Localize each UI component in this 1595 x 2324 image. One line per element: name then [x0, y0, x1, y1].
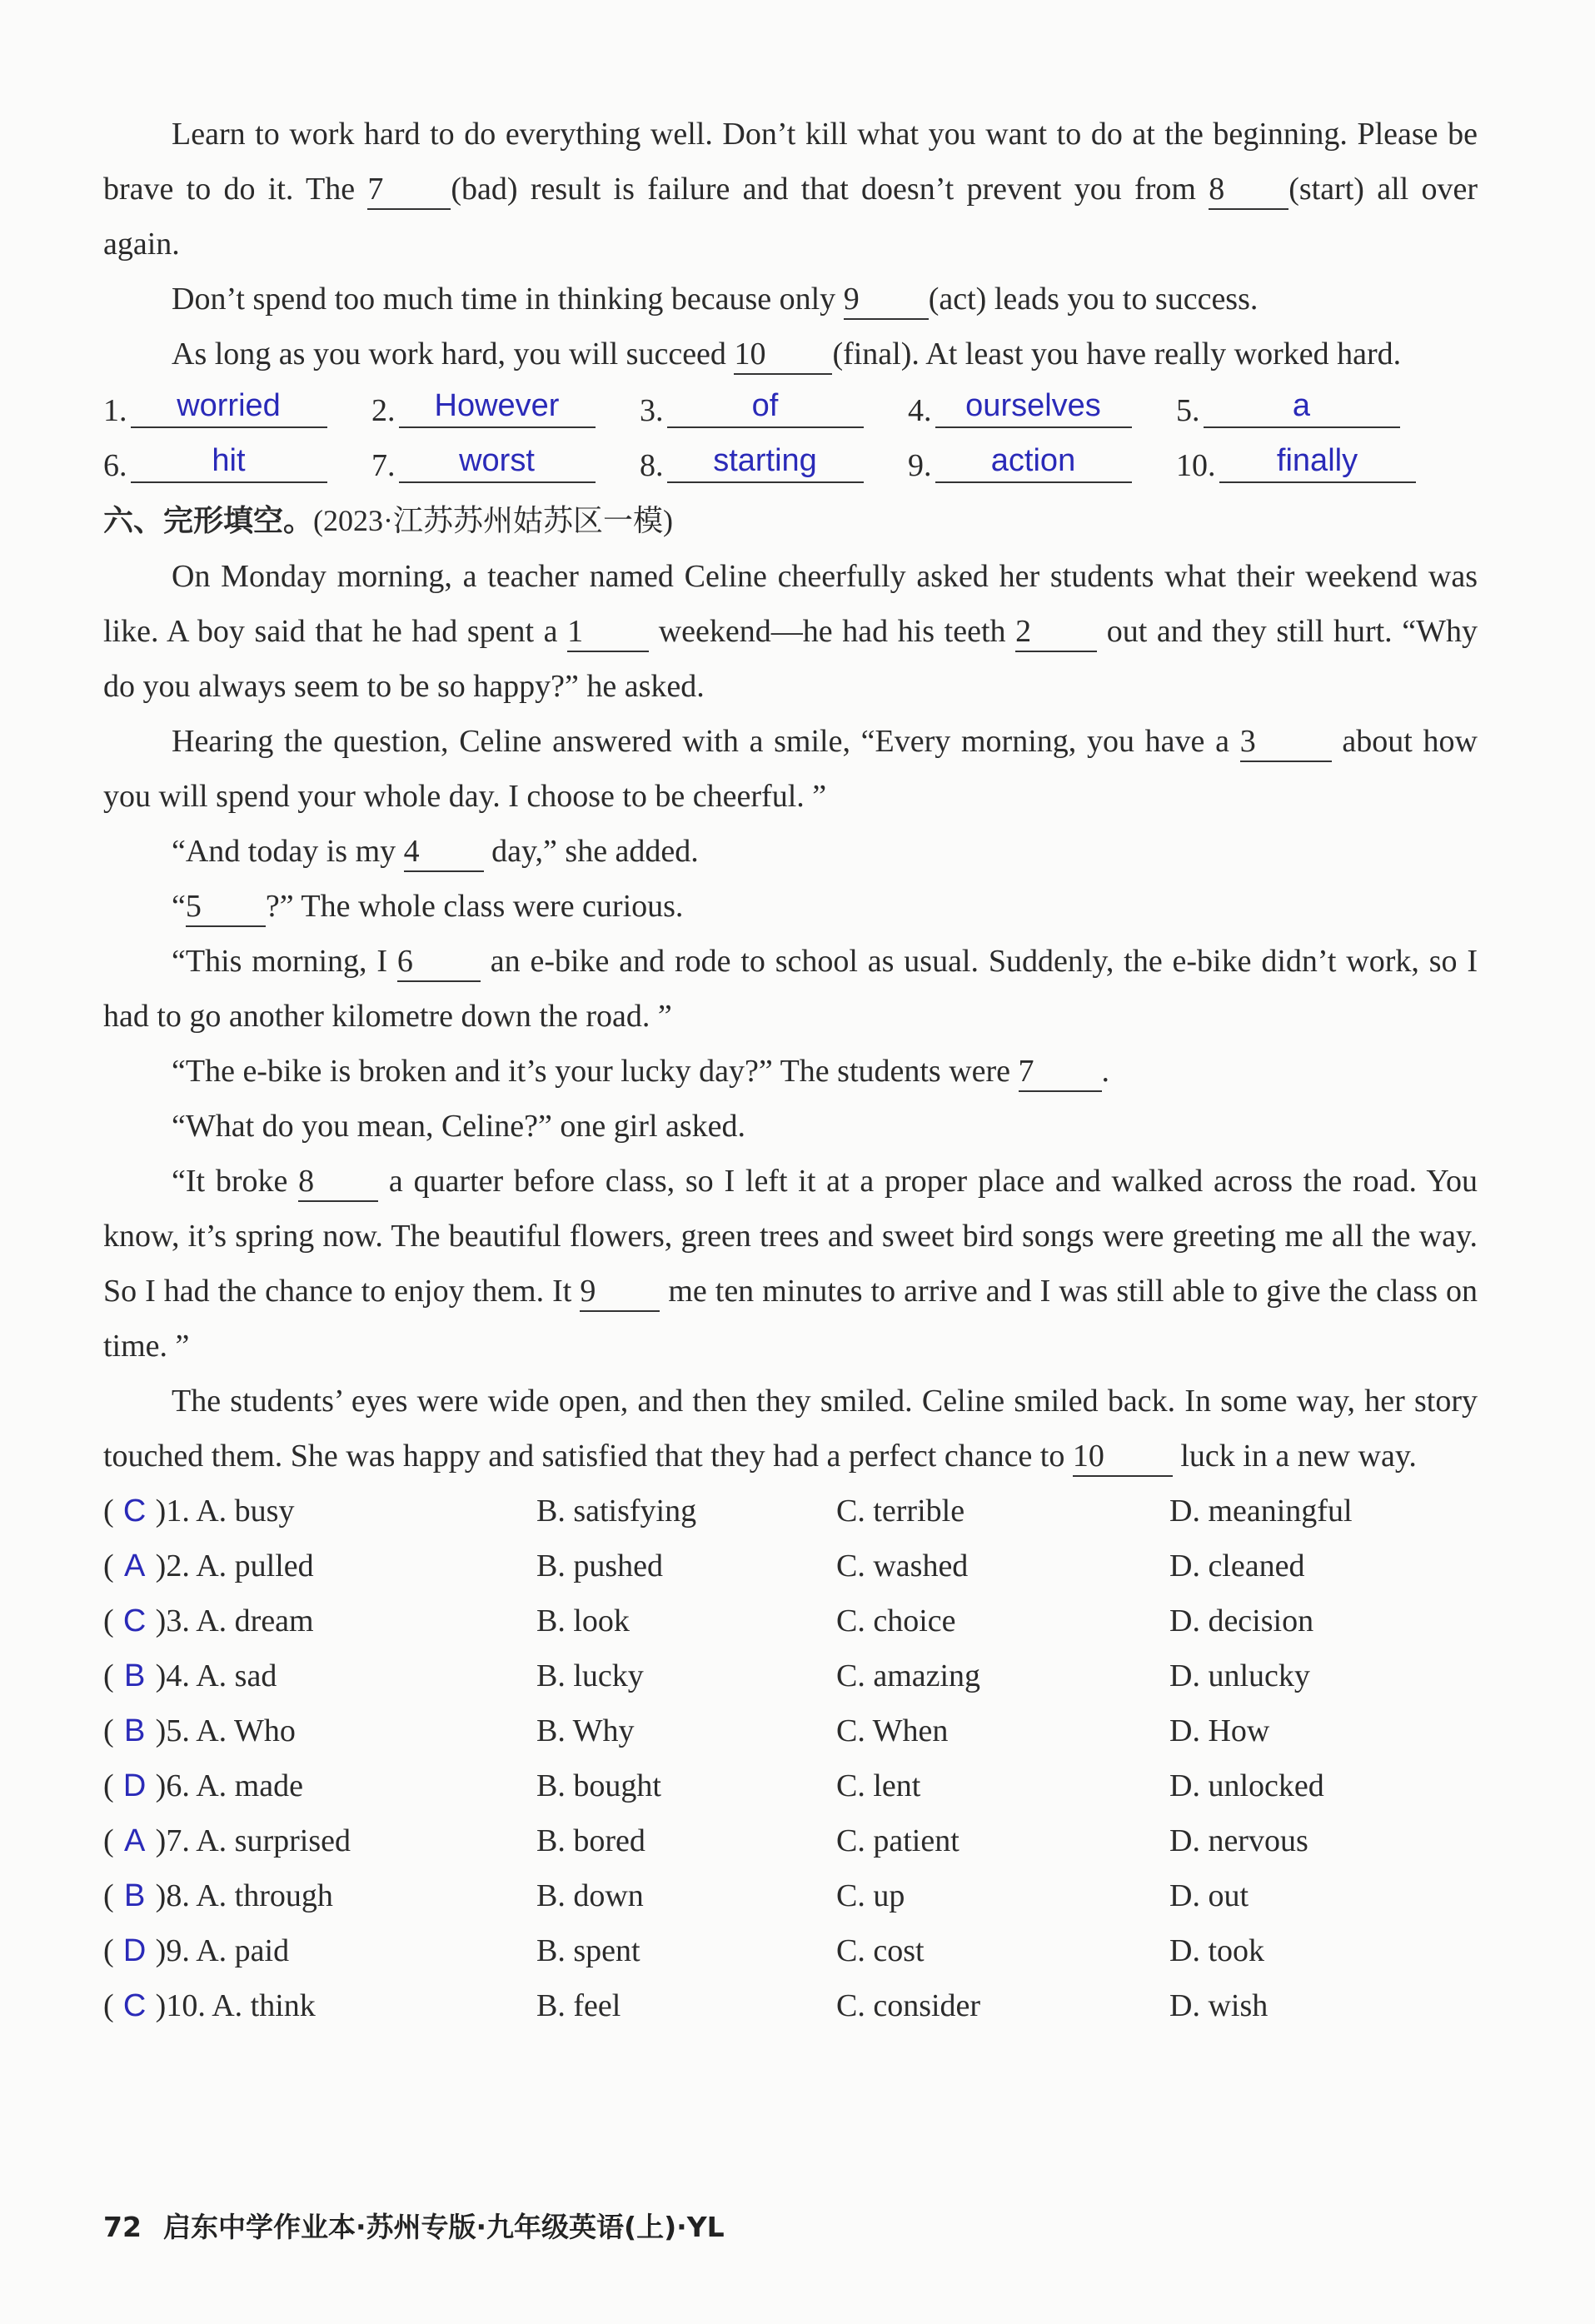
answer-item: 7. worst — [371, 438, 640, 493]
cloze-blank-9: 9 — [580, 1272, 660, 1312]
answer-value: a — [1204, 385, 1400, 428]
answer-item: 5. a — [1176, 383, 1444, 438]
choice-row: ( D )9. A. paid B. spent C. cost D. took — [103, 1923, 1478, 1978]
cloze-paragraph-3: “And today is my 4 day,” she added. — [103, 824, 1478, 879]
choice-row: ( D )6. A. made B. bought C. lent D. unlocked — [103, 1758, 1478, 1813]
answer-item: 6. hit — [103, 438, 371, 493]
answer-value: ourselves — [935, 385, 1132, 428]
cloze-blank-3: 3 — [1240, 722, 1332, 762]
blank-8: 8 — [1209, 170, 1288, 210]
passage-paragraph-1: Learn to work hard to do everything well. Don’t kill what you want to do at the beginning. Please be brave to do it. The 7 (bad) result is failure and that doesn’t prevent you from 8 (start) all over again. — [103, 117, 1478, 262]
cloze-paragraph-9: The students’ eyes were wide open, and then they smiled. Celine smiled back. In some way, her story touched them. She was happy and satisfied that they had a perfect chance to 10 luck in a new way. — [103, 1374, 1478, 1484]
choice-row: ( C )3. A. dream B. look C. choice D. decision — [103, 1593, 1478, 1648]
answer-item: 3. of — [640, 383, 908, 438]
answer-item: 4. ourselves — [908, 383, 1176, 438]
cloze-paragraph-4: “5 ?” The whole class were curious. — [103, 879, 1478, 934]
section-heading: 六、完形填空。(2023·江苏苏州姑苏区一模) — [103, 504, 673, 538]
blank-10: 10 — [734, 335, 832, 375]
answer-value: starting — [667, 440, 864, 483]
chosen-answer: B — [123, 1878, 146, 1913]
chosen-answer: A — [123, 1823, 146, 1858]
page-number: 72 — [103, 2211, 142, 2243]
chosen-answer: C — [122, 1494, 147, 1529]
answer-item: 9. action — [908, 438, 1176, 493]
passage-paragraph-2: Don’t spend too much time in thinking because only 9 (act) leads you to success. — [103, 272, 1478, 327]
cloze-paragraph-7: “What do you mean, Celine?” one girl asked. — [172, 1109, 746, 1144]
chosen-answer: D — [122, 1933, 147, 1968]
chosen-answer: B — [123, 1713, 146, 1748]
cloze-blank-10: 10 — [1073, 1437, 1173, 1477]
choice-row: ( C )10. A. think B. feel C. consider D. wish — [103, 1978, 1478, 2033]
chosen-answer: A — [123, 1549, 146, 1583]
cloze-blank-2: 2 — [1015, 612, 1097, 652]
answer-item: 2. However — [371, 383, 640, 438]
blank-7: 7 — [367, 170, 451, 210]
choice-row: ( B )4. A. sad B. lucky C. amazing D. unlucky — [103, 1648, 1478, 1703]
cloze-paragraph-6: “The e-bike is broken and it’s your lucky day?” The students were 7 . — [103, 1044, 1478, 1099]
choice-list — [103, 1484, 1478, 2033]
blank-9: 9 — [844, 280, 929, 320]
answer-item: 1. worried — [103, 383, 371, 438]
book-title: 启东中学作业本·苏州专版·九年级英语(上)·YL — [162, 2211, 725, 2243]
section-source: (2023·江苏苏州姑苏区一模) — [313, 504, 673, 537]
choice-row: ( C )1. A. busy B. satisfying C. terrible D. meaningful — [103, 1484, 1478, 1539]
answer-value: action — [935, 440, 1132, 483]
cloze-blank-4: 4 — [404, 832, 484, 872]
answer-value: hit — [131, 440, 327, 483]
choice-row: ( B )8. A. through B. down C. up D. out — [103, 1868, 1478, 1923]
passage-paragraph-3: As long as you work hard, you will succeed 10 (final). At least you have really worked hard. — [103, 327, 1478, 382]
cloze-blank-1: 1 — [567, 612, 649, 652]
cloze-blank-6: 6 — [397, 942, 481, 982]
cloze-blank-8: 8 — [298, 1162, 378, 1202]
answer-item: 8. starting — [640, 438, 908, 493]
answer-value: However — [399, 385, 596, 428]
chosen-answer: D — [122, 1768, 147, 1803]
choice-row: ( A )7. A. surprised B. bored C. patient D. nervous — [103, 1813, 1478, 1868]
answer-grid — [103, 383, 1478, 493]
cloze-paragraph-1: On Monday morning, a teacher named Celine cheerfully asked her students what their weekend was like. A boy said that he had spent a 1 weekend—he had his teeth 2 out and they still hurt. “Why do you always seem to be so happy?” he asked. — [103, 559, 1478, 704]
chosen-answer: C — [122, 1988, 147, 2023]
answer-value: worried — [131, 385, 327, 428]
answer-value: of — [667, 385, 864, 428]
cloze-paragraph-8: “It broke 8 a quarter before class, so I left it at a proper place and walked across the road. You know, it’s spring now. The beautiful flowers, green trees and sweet bird songs were greeting me all the way. So I had the chance to enjoy them. It 9 me ten minutes to arrive and I was still able to give the class on time. ” — [103, 1164, 1478, 1364]
page-content — [103, 107, 1478, 2033]
choice-row: ( B )5. A. Who B. Why C. When D. How — [103, 1703, 1478, 1758]
cloze-blank-7: 7 — [1019, 1052, 1102, 1092]
cloze-paragraph-5: “This morning, I 6 an e-bike and rode to school as usual. Suddenly, the e-bike didn’t work, so I had to go another kilometre down the road. ” — [103, 944, 1478, 1034]
cloze-blank-5: 5 — [186, 887, 266, 927]
chosen-answer: C — [122, 1603, 147, 1638]
answer-value: finally — [1219, 440, 1416, 483]
cloze-paragraph-2: Hearing the question, Celine answered with a smile, “Every morning, you have a 3 about how you will spend your whole day. I choose to be cheerful. ” — [103, 724, 1478, 814]
page-footer — [103, 2206, 725, 2245]
answer-value: worst — [399, 440, 596, 483]
answer-item: 10. finally — [1176, 438, 1444, 493]
chosen-answer: B — [123, 1658, 146, 1693]
choice-row: ( A )2. A. pulled B. pushed C. washed D. cleaned — [103, 1539, 1478, 1593]
